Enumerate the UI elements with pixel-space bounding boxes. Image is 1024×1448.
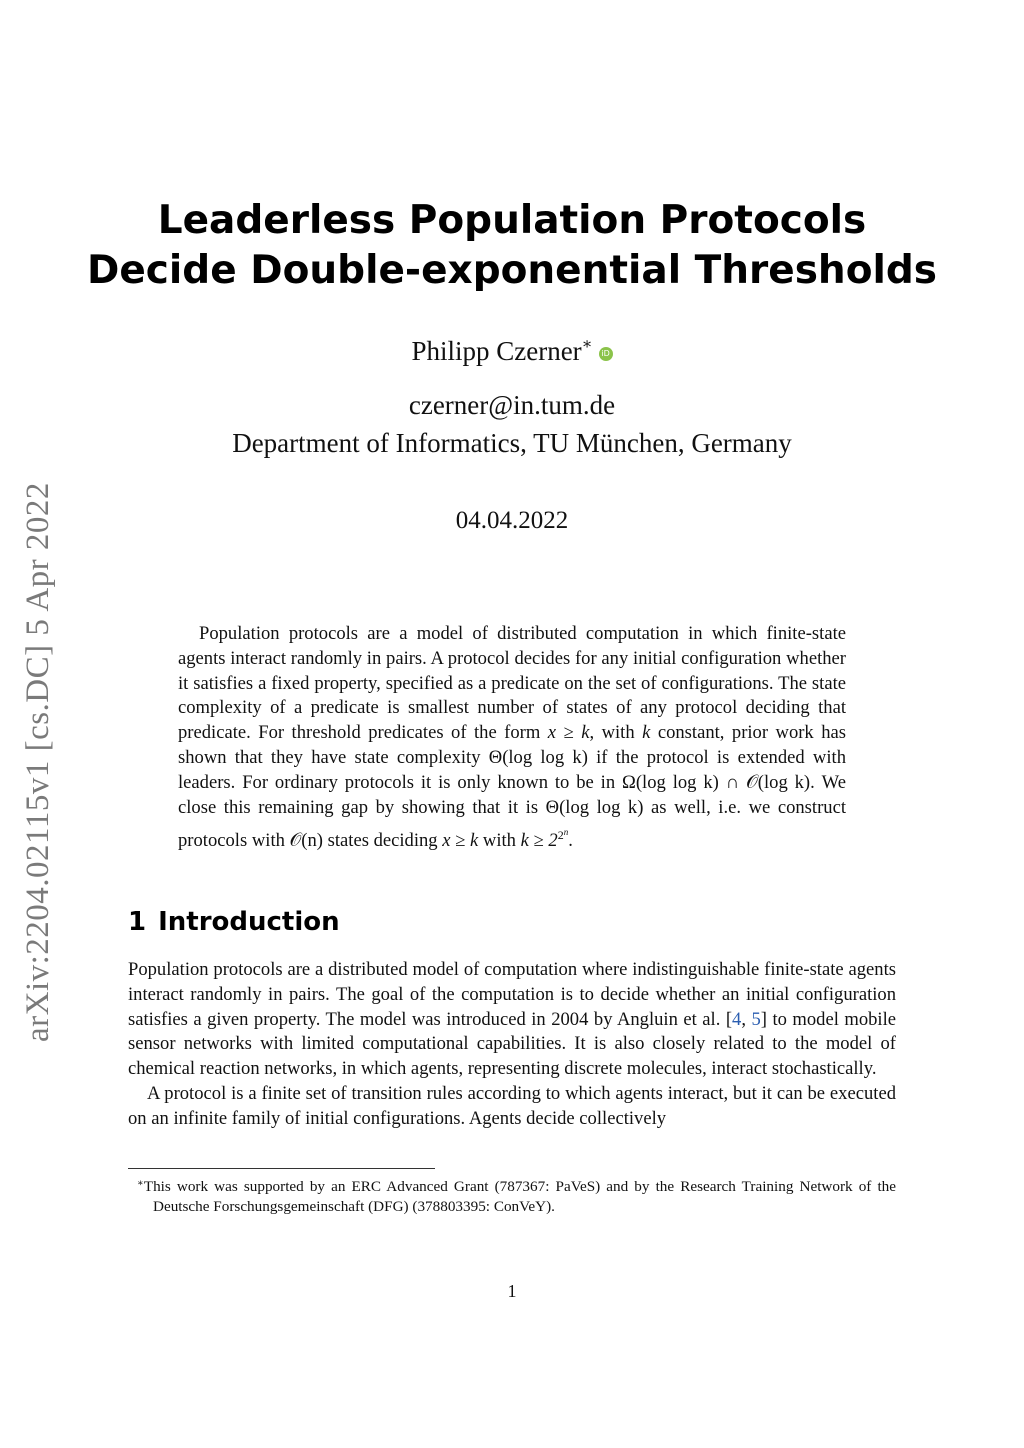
abstract-text: , with (589, 722, 643, 744)
intro-body (128, 958, 896, 1132)
abstract-text: . (568, 830, 573, 852)
abstract-paragraph (178, 622, 846, 854)
math-inline: Θ(log log k) (545, 796, 644, 818)
section-number: 1 (128, 907, 147, 937)
body-text: ] to model mobile sensor networks with limited computational capabilities. It is also closely related to the model of chemical reaction networks, in which agents, representing discrete molecules, interact stochastically. (128, 1008, 897, 1080)
math-exponent: 2 (557, 828, 564, 843)
section-heading (128, 904, 340, 940)
body-text: Population protocols are a distributed model of computation where indistinguishable finite-state agents interact randomly in pairs. The goal of the computation is to decide whether an initial configuration satisfies a given property. The model was introduced in 2004 by Angluin et al. [ (128, 959, 896, 1030)
page-number: 1 (507, 1281, 517, 1301)
body-text: , (741, 1008, 752, 1030)
abstract-text: constant, prior work has shown that they have state complexity (178, 722, 846, 768)
footnote (128, 1174, 896, 1217)
math-inline: 𝒪(n) (289, 830, 323, 852)
author-footnote-mark: ∗ (581, 336, 593, 353)
citation-link[interactable]: 5 (751, 1008, 761, 1030)
footnote-rule (128, 1168, 435, 1169)
author-name: Philipp Czerner (411, 336, 582, 366)
author-department: Department of Informatics, TU München, Germany (232, 428, 792, 458)
section-title: Introduction (158, 907, 340, 937)
arxiv-stamp: arXiv:2204.02115v1 [cs.DC] 5 Apr 2022 (20, 482, 56, 1042)
math-inline: k (642, 722, 651, 744)
math-inline: Θ(log log k) (488, 746, 588, 768)
footnote-text: This work was supported by an ERC Advanced Grant (787367: PaVeS) and by the Research Training Network of the Deutsche Forschungsgemeinschaft (DFG) (378803395: ConVeY). (143, 1178, 896, 1215)
math-inline: k ≥ 2 (520, 830, 558, 852)
abstract-text: with (478, 830, 521, 852)
abstract-text: states deciding (322, 830, 443, 852)
title-line-1: Leaderless Population Protocols (157, 198, 867, 243)
abstract (178, 622, 846, 854)
abstract-text: as well, i.e. we construct protocols with (178, 796, 846, 852)
math-inline: Ω(log log k) ∩ 𝒪(log k) (622, 771, 811, 793)
footnote-paragraph (128, 1174, 896, 1217)
paper-title (0, 196, 1024, 296)
affiliation (0, 386, 1024, 462)
orcid-icon[interactable]: iD (599, 347, 613, 361)
math-inline: x ≥ k (547, 722, 590, 744)
paper-date: 04.04.2022 (455, 507, 569, 534)
intro-paragraph-2: A protocol is a finite set of transition rules according to which agents interact, but it can be executed on an infinite family of initial configurations. Agents decide collectively (128, 1082, 896, 1129)
author-email[interactable]: czerner@in.tum.de (408, 390, 616, 420)
abstract-text: if the protocol is extended with leaders. For ordinary protocols it is only known to be in (178, 746, 846, 793)
abstract-text: . We close this remaining gap by showing that it is (178, 771, 846, 818)
math-inline: x ≥ k (442, 830, 479, 852)
abstract-text: Population protocols are a model of distributed computation in which finite-state agents interact randomly in pairs. A protocol decides for any initial configuration whether it satisfies a fixed property, specified as a predicate on the set of configurations. The state complexity of a predicate is smallest number of states of any protocol deciding that predicate. For threshold predicates of the form (178, 623, 846, 744)
math-superscript (558, 828, 569, 842)
title-line-2: Decide Double-exponential Thresholds (86, 248, 937, 293)
math-exponent-inner: n (563, 827, 569, 838)
author-line (0, 327, 1024, 369)
footnote-mark: ∗ (137, 1178, 144, 1189)
citation-link[interactable]: 4 (732, 1008, 742, 1030)
intro-paragraph-1 (128, 958, 896, 1082)
